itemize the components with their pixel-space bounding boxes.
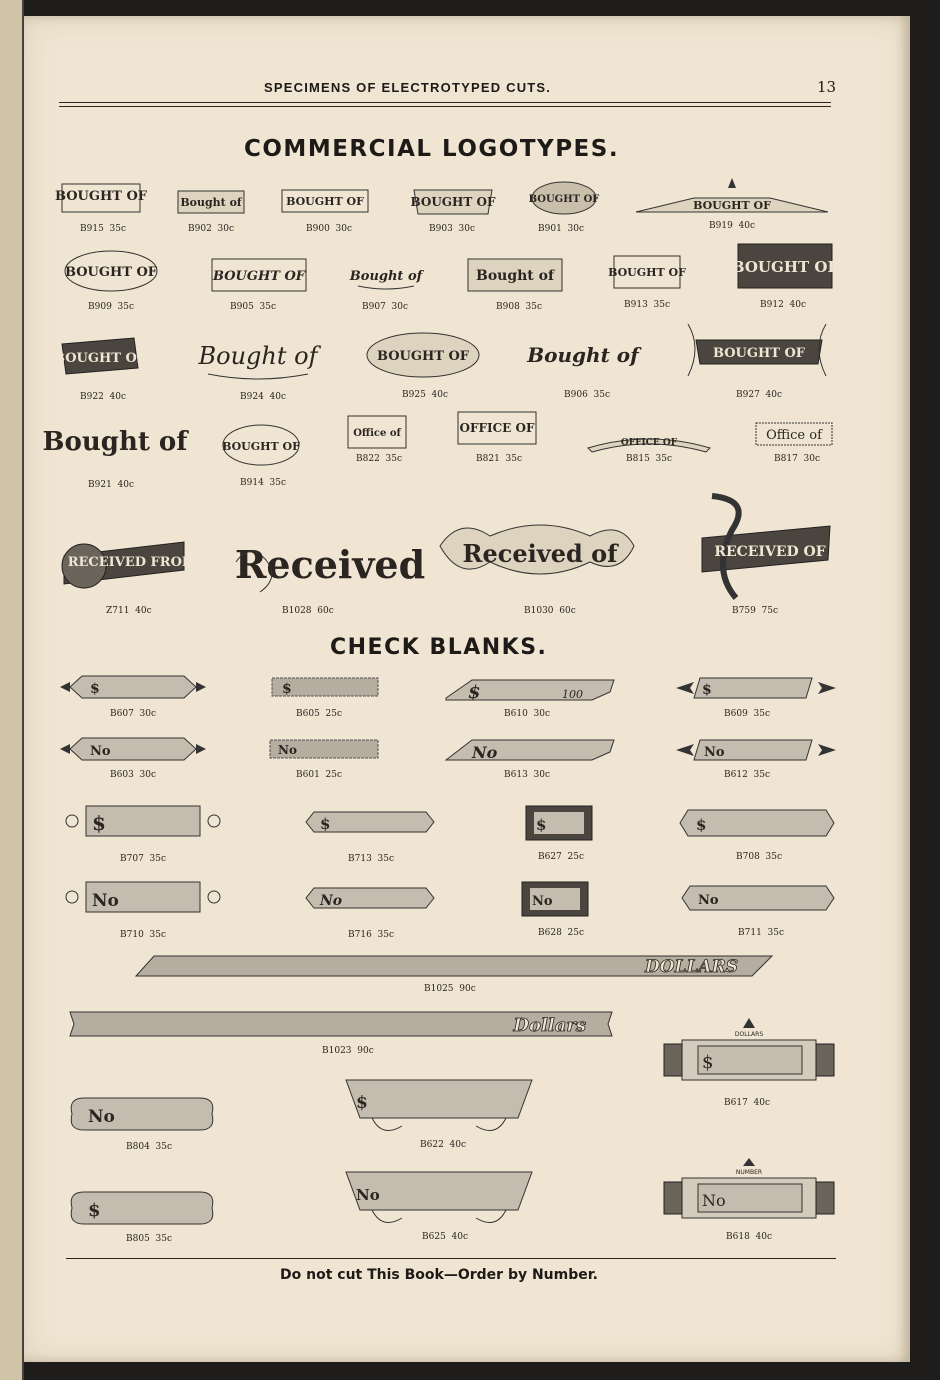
item-number: B922 [80, 392, 104, 402]
check-cut [268, 738, 380, 760]
item-price: 35c [155, 1234, 173, 1244]
logotype-cut [42, 408, 188, 472]
item-label [296, 709, 342, 719]
item-price: 35c [377, 930, 395, 940]
item-price: 40c [269, 392, 287, 402]
check-glyph: DOLLARS [644, 957, 738, 977]
check-cut [134, 952, 774, 980]
logo-text: BOUGHT OF [376, 349, 470, 364]
item-number: B609 [724, 709, 748, 719]
item-number: B907 [362, 302, 386, 312]
item-label [240, 478, 286, 488]
logo-text: BOUGHT OF [410, 195, 496, 209]
item-number: B914 [240, 478, 264, 488]
item-label [496, 302, 542, 312]
item-price: 25c [325, 770, 343, 780]
check-glyph: $ [536, 816, 547, 834]
item-label [738, 928, 784, 938]
check-glyph: No [320, 893, 343, 909]
item-price: 40c [431, 390, 449, 400]
item-label [736, 390, 782, 400]
item-label [476, 454, 522, 464]
check-extra: NUMBER [735, 1169, 763, 1176]
item-label [624, 300, 670, 310]
item-price: 35c [259, 302, 277, 312]
item-number: B603 [110, 770, 134, 780]
check-cut [680, 876, 836, 920]
check-glyph: $ [282, 681, 292, 697]
check-cut [60, 736, 206, 762]
logo-text: Bought of [180, 196, 242, 209]
footer-rule [66, 1258, 836, 1259]
check-cut [442, 676, 616, 704]
item-number: B613 [504, 770, 528, 780]
logotype-cut [280, 186, 370, 216]
item-number: Z711 [106, 606, 130, 616]
previous-page-edge [0, 0, 24, 1380]
logo-text: BOUGHT OF [693, 199, 771, 212]
item-number: B612 [724, 770, 748, 780]
item-price: 75c [761, 606, 779, 616]
check-cut [270, 676, 380, 698]
item-label [524, 606, 576, 616]
item-number: B908 [496, 302, 520, 312]
check-cut [676, 674, 836, 702]
item-label [709, 221, 755, 231]
item-price: 60c [559, 606, 576, 616]
item-number: B625 [422, 1232, 446, 1242]
item-label [282, 606, 334, 616]
check-cut [300, 878, 440, 916]
item-number: B913 [624, 300, 648, 310]
header-rule-thin [59, 106, 831, 107]
item-number: B759 [732, 606, 756, 616]
footer-note: Do not cut This Book—Order by Number. [280, 1267, 598, 1283]
item-price: 40c [117, 480, 135, 490]
item-label [774, 454, 820, 464]
check-glyph: No [702, 1191, 726, 1210]
logo-text: Office of [353, 428, 401, 439]
item-price: 40c [765, 390, 783, 400]
item-label [504, 770, 550, 780]
item-label [362, 302, 408, 312]
item-price: 25c [567, 852, 585, 862]
page-number: 13 [817, 78, 837, 96]
check-cut [62, 874, 224, 920]
logo-text: BOUGHT OF [212, 269, 306, 284]
item-price: 30c [567, 224, 585, 234]
logotype-cut [198, 326, 318, 386]
item-label [760, 300, 806, 310]
logotype-cut [349, 256, 423, 292]
logotype-cut [754, 420, 834, 448]
logotype-cut [53, 330, 154, 386]
item-price: 40c [451, 1232, 469, 1242]
item-label [736, 852, 782, 862]
check-glyph: $ [90, 681, 100, 697]
logotype-cut [346, 412, 408, 452]
item-price: 35c [765, 852, 783, 862]
item-number: B903 [429, 224, 453, 234]
item-number: B915 [80, 224, 104, 234]
item-number: B902 [188, 224, 212, 234]
logo-text: OFFICE OF [459, 421, 535, 435]
logo-text: Received [234, 542, 426, 587]
item-price: 40c [755, 1232, 773, 1242]
running-head: SPECIMENS OF ELECTROTYPED CUTS. [264, 80, 552, 95]
item-label [732, 606, 778, 616]
item-price: 35c [109, 224, 127, 234]
item-label [106, 606, 152, 616]
logo-text: BOUGHT OF [222, 440, 300, 453]
item-number: B919 [709, 221, 733, 231]
check-glyph: $ [702, 1052, 714, 1073]
logo-text: Office of [766, 428, 822, 443]
logo-text: BOUGHT OF [731, 258, 839, 276]
check-glyph: No [278, 743, 297, 757]
check-cut [64, 1088, 220, 1140]
item-label [724, 770, 770, 780]
item-label [356, 454, 402, 464]
item-price: 40c [135, 606, 152, 616]
item-label [420, 1140, 466, 1150]
item-number: B627 [538, 852, 562, 862]
item-label [230, 302, 276, 312]
logotype-cut [54, 180, 148, 216]
item-label [240, 392, 286, 402]
item-price: 35c [117, 302, 135, 312]
logotype-cut [230, 512, 426, 604]
item-label [724, 1098, 770, 1108]
item-number: B713 [348, 854, 372, 864]
item-label [80, 224, 126, 234]
logo-text: Bought of [349, 269, 423, 284]
item-price: 25c [325, 709, 343, 719]
item-price: 30c [335, 224, 353, 234]
item-price: 35c [653, 300, 671, 310]
logotype-cut [527, 328, 639, 380]
logo-text: Bought of [42, 427, 188, 457]
item-number: B618 [726, 1232, 750, 1242]
check-cut [676, 736, 836, 764]
logo-text: BOUGHT OF [54, 189, 148, 204]
item-number: B900 [306, 224, 330, 234]
check-cut [660, 1156, 838, 1230]
logo-text: Bought of [475, 268, 555, 284]
item-label [538, 224, 584, 234]
item-price: 90c [357, 1046, 374, 1056]
item-number: B716 [348, 930, 372, 940]
item-number: B821 [476, 454, 500, 464]
check-glyph: $ [356, 1093, 368, 1113]
check-glyph: No [88, 1107, 115, 1127]
item-number: B628 [538, 928, 562, 938]
logotype-cut [410, 184, 496, 218]
logotype-cut [672, 490, 834, 602]
item-number: B927 [736, 390, 760, 400]
check-glyph: $ [92, 811, 106, 835]
logo-text: BOUGHT OF [528, 194, 600, 205]
item-price: 90c [459, 984, 476, 994]
item-label [296, 770, 342, 780]
item-label [120, 930, 166, 940]
item-label [110, 770, 156, 780]
item-price: 30c [139, 770, 157, 780]
item-label [626, 454, 672, 464]
check-glyph: $ [696, 816, 707, 834]
item-label [348, 854, 394, 864]
item-price: 35c [753, 770, 771, 780]
catalog-page [24, 16, 910, 1362]
item-number: B924 [240, 392, 264, 402]
item-label [306, 224, 352, 234]
logo-text: Bought of [198, 342, 318, 370]
item-number: B1028 [282, 606, 312, 616]
item-price: 30c [217, 224, 235, 234]
item-number: B906 [564, 390, 588, 400]
logo-text: RECEIVED FROM [67, 555, 197, 570]
item-number: B601 [296, 770, 320, 780]
logotype-cut [634, 176, 830, 218]
item-price: 60c [317, 606, 334, 616]
item-price: 40c [449, 1140, 467, 1150]
item-price: 35c [655, 454, 673, 464]
item-label [120, 854, 166, 864]
item-price: 35c [149, 930, 167, 940]
item-label [110, 709, 156, 719]
item-number: B707 [120, 854, 144, 864]
item-label [538, 928, 584, 938]
item-number: B925 [402, 390, 426, 400]
section-title-logotypes: COMMERCIAL LOGOTYPES. [244, 136, 620, 162]
logotype-cut [220, 420, 302, 470]
item-label [726, 1232, 772, 1242]
item-number: B711 [738, 928, 762, 938]
item-label [88, 480, 134, 490]
logotype-cut [586, 428, 712, 454]
item-number: B610 [504, 709, 528, 719]
check-cut [518, 878, 592, 920]
item-label [538, 852, 584, 862]
item-label [504, 709, 550, 719]
logo-text: RECEIVED OF [714, 544, 826, 560]
logotype-cut [610, 250, 684, 294]
check-cut [522, 802, 596, 844]
item-label [424, 984, 476, 994]
item-label [724, 709, 770, 719]
check-glyph: $ [320, 815, 331, 833]
check-glyph: No [704, 745, 725, 760]
header-rule [59, 102, 831, 103]
item-number: B617 [724, 1098, 748, 1108]
check-cut [62, 798, 224, 844]
check-cut [60, 674, 206, 700]
item-label [188, 224, 234, 234]
logotype-cut [682, 318, 832, 382]
check-glyph: No [90, 744, 111, 759]
item-number: B1023 [322, 1046, 352, 1056]
item-price: 35c [377, 854, 395, 864]
item-price: 35c [269, 478, 287, 488]
item-number: B1025 [424, 984, 454, 994]
item-label [564, 390, 610, 400]
item-number: B622 [420, 1140, 444, 1150]
item-price: 35c [505, 454, 523, 464]
logo-text: BOUGHT OF [286, 195, 364, 208]
check-extra: 100 [562, 688, 583, 701]
item-number: B805 [126, 1234, 150, 1244]
logotype-cut [731, 240, 839, 296]
check-cut [64, 1006, 616, 1040]
item-label [322, 1046, 374, 1056]
item-price: 30c [533, 709, 551, 719]
logotype-cut [530, 178, 598, 218]
item-number: B912 [760, 300, 784, 310]
check-glyph: $ [702, 682, 712, 698]
check-glyph: No [356, 1186, 380, 1204]
item-number: B905 [230, 302, 254, 312]
check-cut [678, 800, 836, 846]
logo-text: BOUGHT OF [608, 266, 686, 279]
item-label [348, 930, 394, 940]
item-price: 35c [385, 454, 403, 464]
item-price: 25c [567, 928, 585, 938]
item-price: 30c [139, 709, 157, 719]
check-cut [300, 802, 440, 840]
item-price: 35c [753, 709, 771, 719]
item-price: 30c [803, 454, 821, 464]
logotype-cut [466, 256, 564, 294]
item-number: B710 [120, 930, 144, 940]
item-number: B1030 [524, 606, 554, 616]
item-price: 40c [789, 300, 807, 310]
logotype-cut [58, 526, 197, 600]
item-label [126, 1234, 172, 1244]
item-price: 35c [155, 1142, 173, 1152]
check-glyph: $ [88, 1200, 101, 1221]
check-glyph: No [532, 894, 553, 909]
item-price: 30c [533, 770, 551, 780]
item-number: B607 [110, 709, 134, 719]
item-number: B909 [88, 302, 112, 312]
check-cut [342, 1166, 536, 1232]
item-price: 35c [149, 854, 167, 864]
section-title-check-blanks: CHECK BLANKS. [330, 635, 548, 660]
check-extra: DOLLARS [734, 1031, 764, 1038]
check-cut [342, 1074, 536, 1140]
item-number: B815 [626, 454, 650, 464]
logo-text: Received of [462, 539, 618, 568]
logo-text: OFFICE OF [620, 438, 678, 448]
item-price: 30c [458, 224, 476, 234]
check-cut [442, 736, 616, 764]
logotype-cut [456, 408, 538, 448]
logo-text: BOUGHT OF [53, 351, 147, 366]
item-price: 35c [525, 302, 543, 312]
item-number: B822 [356, 454, 380, 464]
logotype-cut [364, 328, 482, 382]
item-label [429, 224, 475, 234]
item-price: 40c [738, 221, 756, 231]
logotype-cut [62, 248, 160, 294]
item-label [126, 1142, 172, 1152]
item-price: 40c [109, 392, 127, 402]
check-cut [64, 1182, 220, 1234]
logotype-cut [430, 506, 644, 602]
item-label [88, 302, 134, 312]
check-glyph: $ [468, 682, 481, 703]
logo-text: BOUGHT OF [64, 265, 158, 280]
check-glyph: No [698, 893, 719, 908]
logotype-cut [210, 256, 308, 294]
item-number: B804 [126, 1142, 150, 1152]
item-label [80, 392, 126, 402]
item-number: B901 [538, 224, 562, 234]
logotype-cut [176, 188, 246, 216]
check-glyph: Dollars [513, 1015, 586, 1036]
item-number: B708 [736, 852, 760, 862]
logo-text: Bought of [527, 343, 639, 367]
check-glyph: No [472, 743, 498, 762]
item-label [422, 1232, 468, 1242]
check-glyph: No [92, 891, 119, 911]
item-number: B817 [774, 454, 798, 464]
logo-text: BOUGHT OF [712, 346, 806, 361]
item-price: 30c [391, 302, 409, 312]
item-price: 35c [767, 928, 785, 938]
item-price: 35c [593, 390, 611, 400]
check-cut [660, 1016, 838, 1092]
item-number: B921 [88, 480, 112, 490]
item-number: B605 [296, 709, 320, 719]
item-price: 40c [753, 1098, 771, 1108]
item-label [402, 390, 448, 400]
